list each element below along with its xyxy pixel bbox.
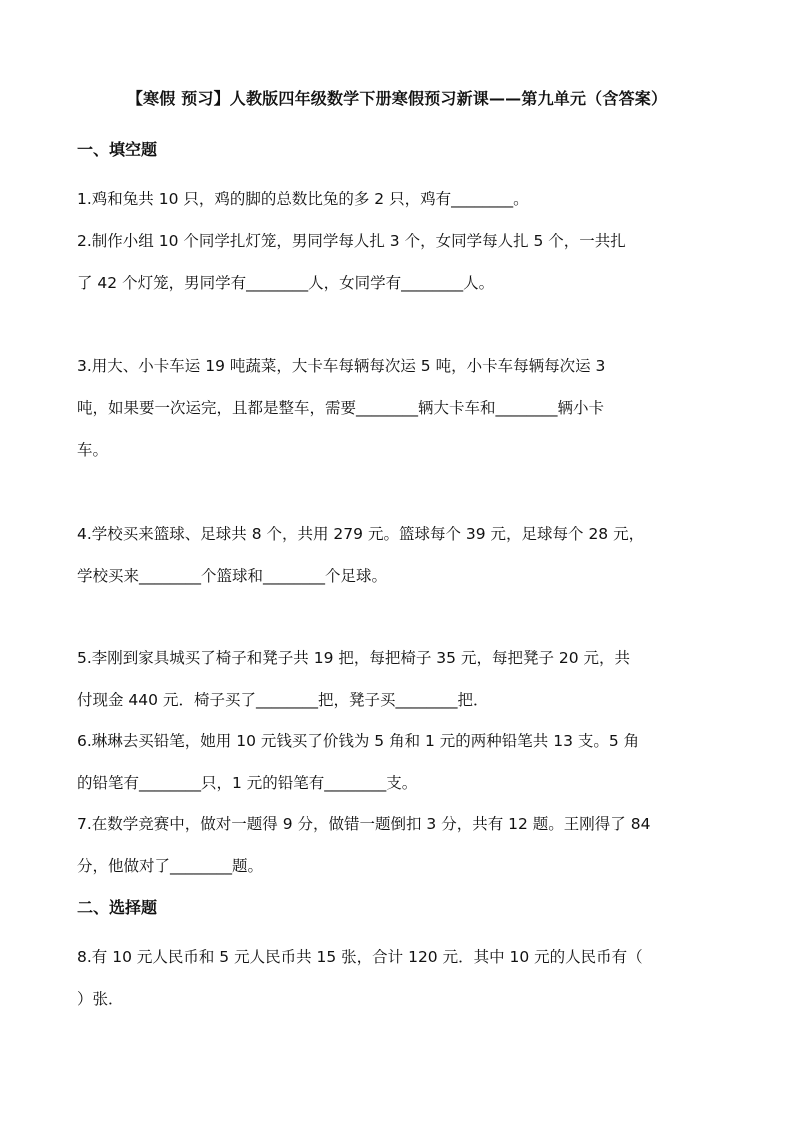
- section-heading-choice: 二、选择题: [77, 898, 158, 917]
- question-3-line-2: 吨，如果要一次运完，且都是整车，需要________辆大卡车和________辆小卡: [77, 399, 605, 417]
- question-6-line-1: 6.琳琳去买铅笔，她用 10 元钱买了价钱为 5 角和 1 元的两种铅笔共 13 支。5 角: [77, 732, 640, 750]
- section-heading-fill-blank: 一、填空题: [77, 140, 158, 159]
- question-7-line-1: 7.在数学竞赛中，做对一题得 9 分，做错一题倒扣 3 分，共有 12 题。王刚得了 84: [77, 815, 651, 833]
- question-5-line-2: 付现金 440 元．椅子买了________把，凳子买________把．: [77, 691, 489, 709]
- question-4-line-1: 4.学校买来篮球、足球共 8 个，共用 279 元。篮球每个 39 元，足球每个 28 元，: [77, 525, 645, 543]
- document-title: 【寒假 预习】人教版四年级数学下册寒假预习新课——第九单元（含答案）: [126, 89, 668, 108]
- question-7-line-2: 分，他做对了________题。: [77, 857, 264, 875]
- question-6-line-2: 的铅笔有________只，1 元的铅笔有________支。: [77, 774, 418, 792]
- question-8-line-2: ）张．: [77, 990, 124, 1008]
- question-8-line-1: 8.有 10 元人民币和 5 元人民币共 15 张，合计 120 元．其中 10 元的人民币有（: [77, 948, 643, 966]
- question-5-line-1: 5.李刚到家具城买了椅子和凳子共 19 把，每把椅子 35 元，每把凳子 20 元，共: [77, 649, 631, 667]
- question-4-line-2: 学校买来________个篮球和________个足球。: [77, 567, 388, 585]
- question-2-line-1: 2.制作小组 10 个同学扎灯笼，男同学每人扎 3 个，女同学每人扎 5 个，一共扎: [77, 232, 626, 250]
- question-3-line-1: 3.用大、小卡车运 19 吨蔬菜，大卡车每辆每次运 5 吨，小卡车每辆每次运 3: [77, 357, 606, 375]
- question-2-line-2: 了 42 个灯笼，男同学有________人，女同学有________人。: [77, 274, 495, 292]
- question-3-line-3: 车。: [77, 441, 109, 459]
- question-1-line-1: 1.鸡和兔共 10 只，鸡的脚的总数比兔的多 2 只，鸡有________。: [77, 190, 529, 208]
